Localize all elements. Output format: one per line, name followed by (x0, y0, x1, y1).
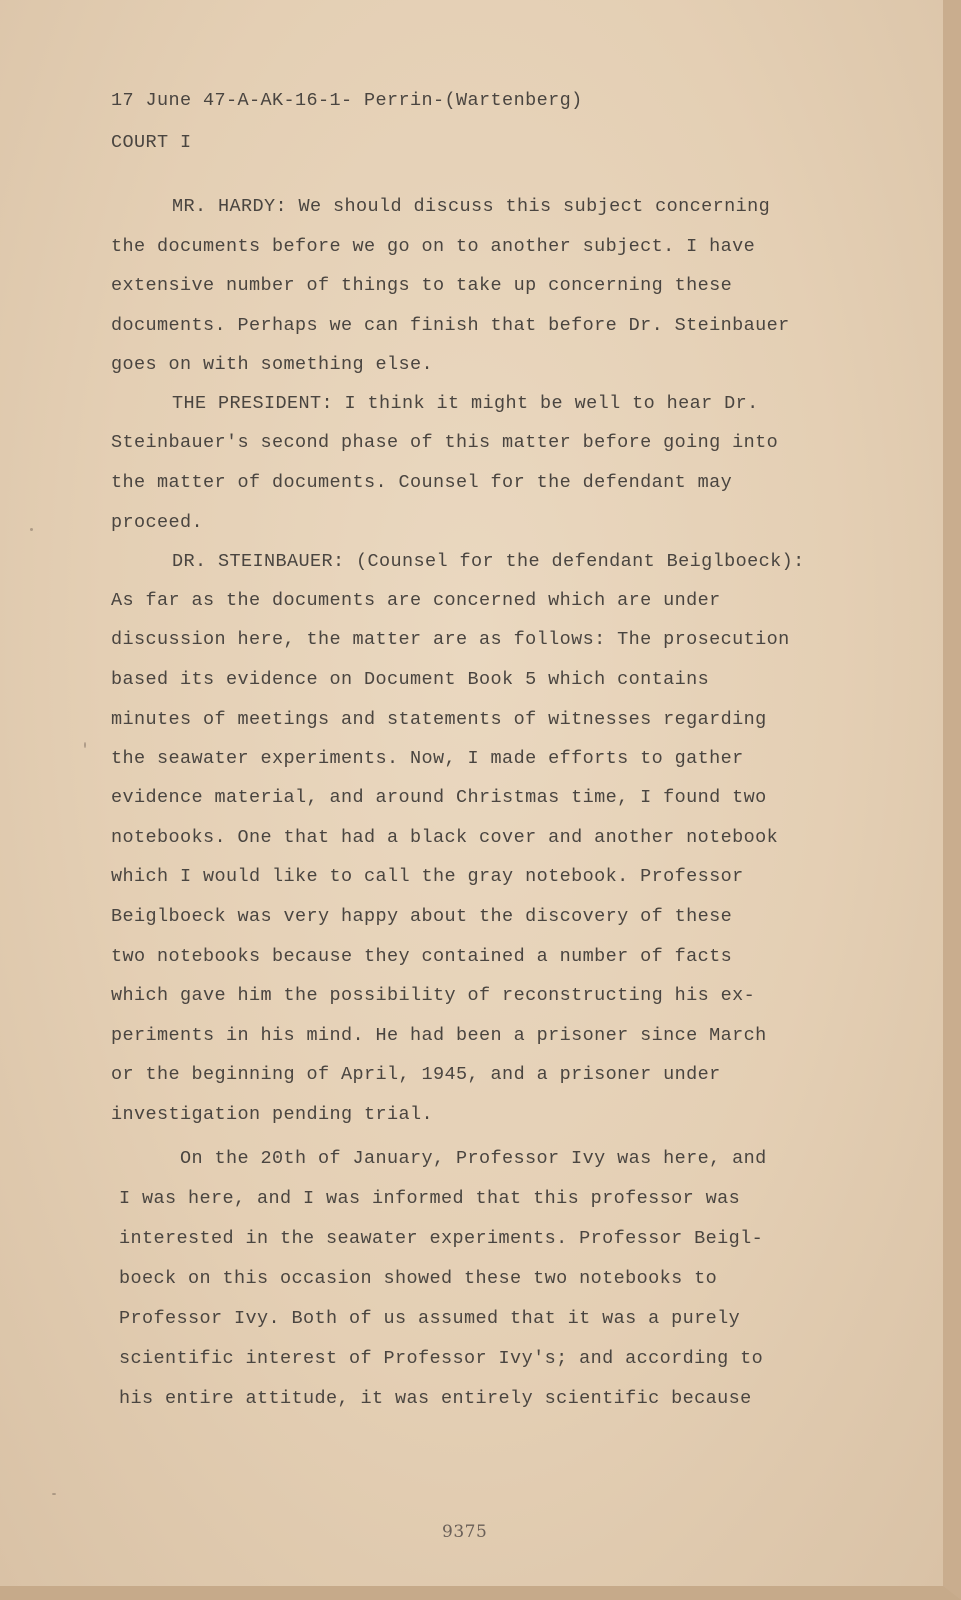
text-line: evidence material, and around Christmas time, I found two (111, 787, 767, 808)
text-line: notebooks. One that had a black cover and another notebook (111, 827, 779, 848)
text-line: scientific interest of Professor Ivy's; and according to (119, 1348, 764, 1369)
text-line: I was here, and I was informed that this professor was (119, 1188, 741, 1209)
text-line: proceed. (111, 512, 204, 533)
text-line: periments in his mind. He had been a prisoner since March (111, 1025, 767, 1046)
text-line: goes on with something else. (111, 354, 434, 375)
text-line: DR. STEINBAUER: (Counsel for the defendant Beiglboeck): (172, 551, 805, 572)
text-line: discussion here, the matter are as follows: The prosecution (111, 629, 790, 650)
text-line: which gave him the possibility of reconstructing his ex- (111, 985, 756, 1006)
text-line: On the 20th of January, Professor Ivy was here, and (180, 1148, 767, 1169)
text-line: boeck on this occasion showed these two notebooks to (119, 1268, 718, 1289)
paper-speck (84, 742, 86, 748)
court-label: COURT I (111, 132, 192, 153)
page-number: 9375 (442, 1522, 488, 1542)
text-line: which I would like to call the gray notebook. Professor (111, 866, 744, 887)
text-line: Professor Ivy. Both of us assumed that it was a purely (119, 1308, 741, 1329)
text-line: or the beginning of April, 1945, and a prisoner under (111, 1064, 721, 1085)
text-line: documents. Perhaps we can finish that before Dr. Steinbauer (111, 315, 790, 336)
text-line: MR. HARDY: We should discuss this subject concerning (172, 196, 771, 217)
text-line: the documents before we go on to another subject. I have (111, 236, 756, 257)
document-header: 17 June 47-A-AK-16-1- Perrin-(Wartenberg) (111, 90, 583, 111)
text-line: extensive number of things to take up concerning these (111, 275, 733, 296)
text-line: THE PRESIDENT: I think it might be well to hear Dr. (172, 393, 759, 414)
text-line: interested in the seawater experiments. Professor Beigl- (119, 1228, 764, 1249)
text-line: As far as the documents are concerned which are under (111, 590, 721, 611)
text-line: the matter of documents. Counsel for the defendant may (111, 472, 733, 493)
text-line: Beiglboeck was very happy about the discovery of these (111, 906, 733, 927)
text-line: minutes of meetings and statements of witnesses regarding (111, 709, 767, 730)
text-line: the seawater experiments. Now, I made efforts to gather (111, 748, 744, 769)
paper-speck (30, 528, 33, 531)
paper-speck (52, 1493, 56, 1495)
text-line: his entire attitude, it was entirely scientific because (119, 1388, 752, 1409)
text-line: two notebooks because they contained a number of facts (111, 946, 733, 967)
text-line: Steinbauer's second phase of this matter before going into (111, 432, 779, 453)
text-line: based its evidence on Document Book 5 which contains (111, 669, 710, 690)
text-line: investigation pending trial. (111, 1104, 434, 1125)
